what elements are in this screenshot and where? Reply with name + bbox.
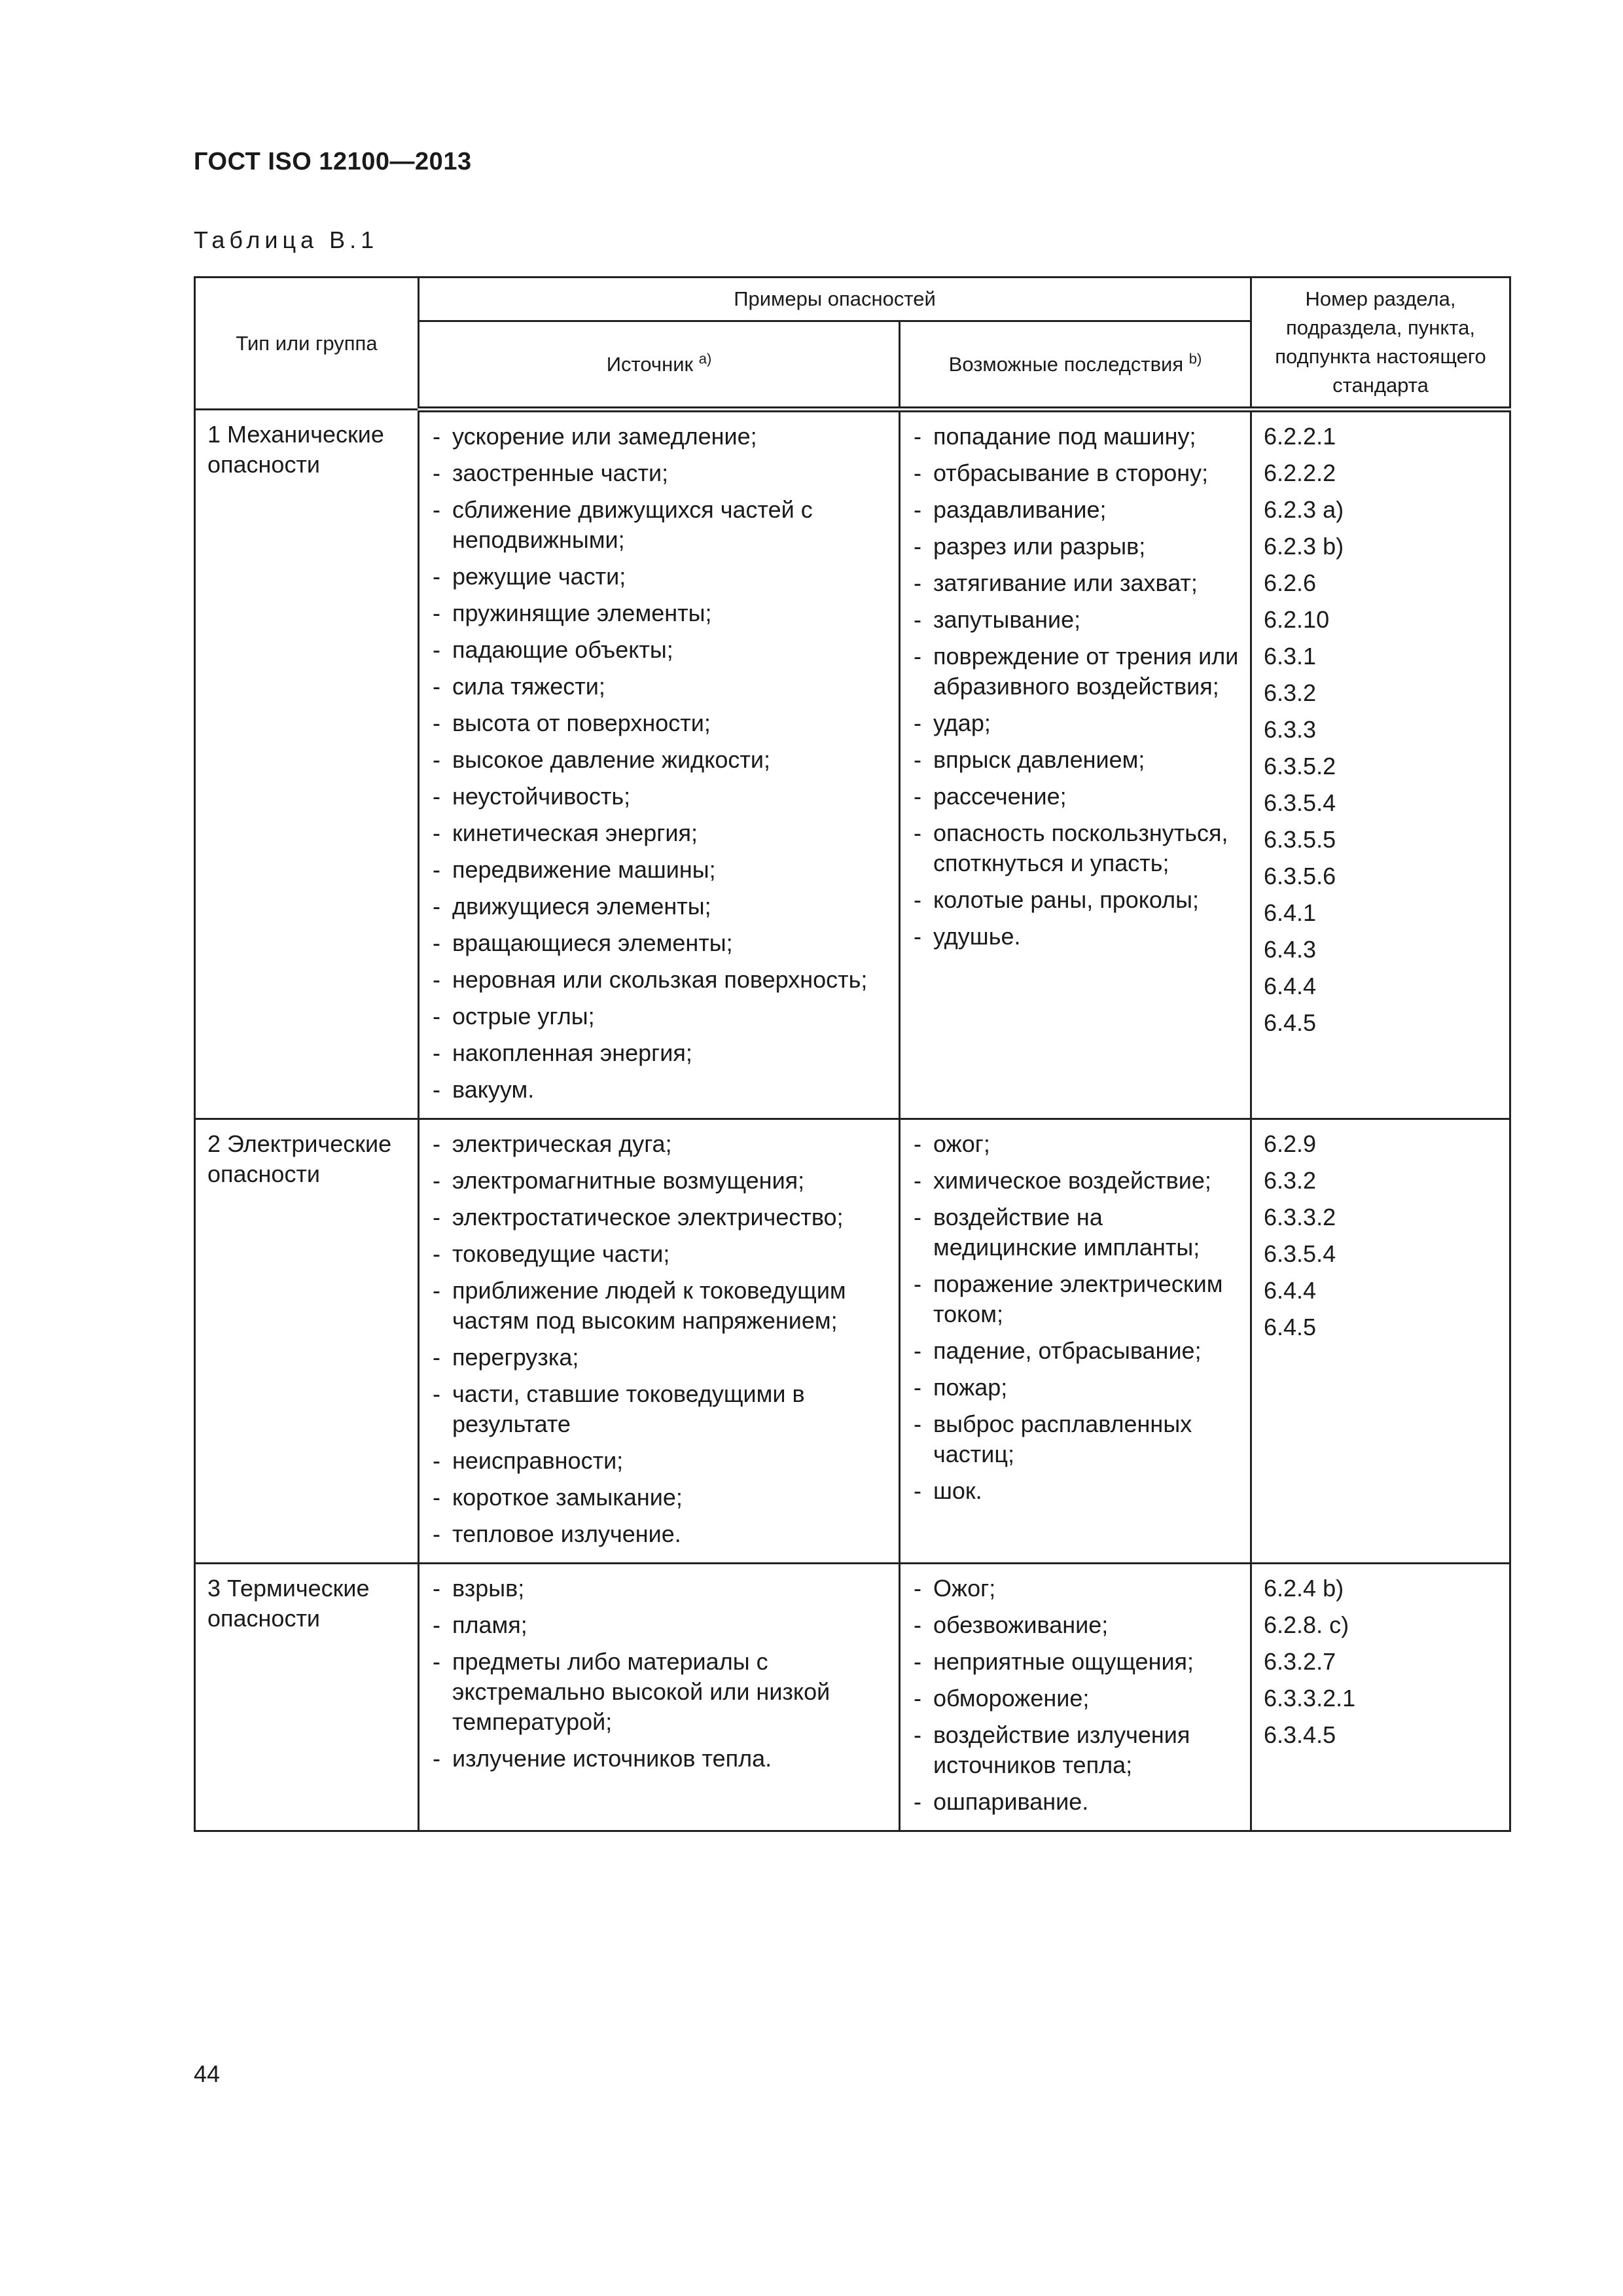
source-item: - предметы либо материалы с экстремально высокой или низкой температурой; — [431, 1647, 888, 1737]
table-caption: Таблица В.1 — [194, 226, 379, 253]
section-ref: 6.2.3 b) — [1264, 533, 1344, 560]
section-ref: 6.4.5 — [1264, 1009, 1317, 1036]
source-item: - излучение источников тепла. — [431, 1744, 888, 1774]
document-header: ГОСТ ISO 12100—2013 — [194, 148, 472, 175]
sources-cell — [419, 1119, 900, 1564]
consequence-item: - впрыск давлением; — [912, 745, 1240, 775]
source-item: - кинетическая энергия; — [431, 818, 888, 848]
table-row — [195, 410, 1510, 1119]
section-ref: 6.3.5.4 — [1264, 1240, 1336, 1267]
consequence-item: - шок. — [912, 1476, 1240, 1506]
sections-list — [1264, 1573, 1499, 1750]
header-consequences: Возможные последствия $^{b)}$ — [900, 321, 1251, 410]
consequence-item: - воздействие на медицинские импланты; — [912, 1202, 1240, 1263]
source-item: - сближение движущихся частей с неподвижными; — [431, 495, 888, 555]
section-ref: 6.3.5.2 — [1264, 753, 1336, 780]
consequence-item: - рассечение; — [912, 781, 1240, 812]
source-item: - пружинящие элементы; — [431, 598, 888, 628]
source-item: - пламя; — [431, 1610, 888, 1640]
consequence-item: - удар; — [912, 708, 1240, 738]
table-row — [195, 1564, 1510, 1831]
source-item: - неисправности; — [431, 1446, 888, 1476]
consequence-item: - поражение электрическим током; — [912, 1269, 1240, 1329]
source-item: - неустойчивость; — [431, 781, 888, 812]
sections-cell — [1251, 1119, 1510, 1564]
section-ref: 6.3.1 — [1264, 643, 1317, 670]
section-ref: 6.4.3 — [1264, 936, 1317, 963]
section-ref: 6.3.2 — [1264, 1167, 1317, 1194]
source-item: - высокое давление жидкости; — [431, 745, 888, 775]
consequences-list — [912, 422, 1240, 952]
section-ref: 6.3.3.2 — [1264, 1204, 1336, 1230]
source-item: - неровная или скользкая поверхность; — [431, 965, 888, 995]
footnote-b-marker: b) — [1188, 350, 1202, 367]
source-item: - электромагнитные возмущения; — [431, 1166, 888, 1196]
sections-cell — [1251, 410, 1510, 1119]
source-item: - электрическая дуга; — [431, 1129, 888, 1159]
source-item: - вращающиеся элементы; — [431, 928, 888, 958]
page-number: 44 — [194, 2060, 221, 2087]
section-ref: 6.3.5.4 — [1264, 789, 1336, 816]
section-ref: 6.2.6 — [1264, 569, 1317, 596]
hazard-type-cell: 2 Электрические опасности — [195, 1119, 419, 1564]
sections-cell — [1251, 1564, 1510, 1831]
source-item: - режущие части; — [431, 562, 888, 592]
consequence-item: - попадание под машину; — [912, 422, 1240, 452]
consequence-item: - Ожог; — [912, 1573, 1240, 1604]
hazards-table — [194, 276, 1511, 1832]
sections-list — [1264, 422, 1499, 1038]
sources-list — [431, 1573, 888, 1774]
consequence-item: - раздавливание; — [912, 495, 1240, 525]
consequence-item: - обморожение; — [912, 1683, 1240, 1713]
header-source: Источник $^{a)}$ — [419, 321, 900, 410]
hazard-type-cell: 3 Термические опасности — [195, 1564, 419, 1831]
section-ref: 6.2.10 — [1264, 606, 1330, 633]
consequences-cell — [900, 1119, 1251, 1564]
section-ref: 6.3.4.5 — [1264, 1721, 1336, 1748]
header-type-group: Тип или группа — [195, 278, 419, 410]
consequence-item: - ожог; — [912, 1129, 1240, 1159]
sources-list — [431, 1129, 888, 1549]
section-ref: 6.2.4 b) — [1264, 1575, 1344, 1602]
consequence-item: - падение, отбрасывание; — [912, 1336, 1240, 1366]
source-item: - тепловое излучение. — [431, 1519, 888, 1549]
source-item: - токоведущие части; — [431, 1239, 888, 1269]
source-item: - падающие объекты; — [431, 635, 888, 665]
consequence-item: - удушье. — [912, 922, 1240, 952]
source-item: - передвижение машины; — [431, 855, 888, 885]
source-item: - короткое замыкание; — [431, 1482, 888, 1513]
section-ref: 6.4.1 — [1264, 899, 1317, 926]
consequence-item: - воздействие излучения источников тепла; — [912, 1720, 1240, 1780]
footnote-a-marker: a) — [698, 350, 712, 367]
consequence-item: - разрез или разрыв; — [912, 531, 1240, 562]
section-ref: 6.2.8. c) — [1264, 1611, 1349, 1638]
source-item: - взрыв; — [431, 1573, 888, 1604]
sections-list — [1264, 1129, 1499, 1342]
consequence-item: - отбрасывание в сторону; — [912, 458, 1240, 488]
section-ref: 6.3.5.6 — [1264, 863, 1336, 889]
section-ref: 6.3.3 — [1264, 716, 1317, 743]
section-ref: 6.2.3 a) — [1264, 496, 1344, 523]
source-item: - части, ставшие токоведущими в результате — [431, 1379, 888, 1439]
section-ref: 6.4.4 — [1264, 1277, 1317, 1304]
sources-cell — [419, 410, 900, 1119]
consequence-item: - выброс расплавленных частиц; — [912, 1409, 1240, 1469]
section-ref: 6.4.4 — [1264, 973, 1317, 999]
source-item: - острые углы; — [431, 1001, 888, 1031]
consequence-item: - затягивание или захват; — [912, 568, 1240, 598]
source-item: - высота от поверхности; — [431, 708, 888, 738]
consequence-item: - запутывание; — [912, 605, 1240, 635]
source-item: - электростатическое электричество; — [431, 1202, 888, 1232]
section-ref: 6.2.2.2 — [1264, 459, 1336, 486]
consequences-cell — [900, 1564, 1251, 1831]
consequences-list — [912, 1573, 1240, 1817]
source-item: - перегрузка; — [431, 1342, 888, 1372]
source-item: - сила тяжести; — [431, 672, 888, 702]
section-ref: 6.2.9 — [1264, 1130, 1317, 1157]
consequences-list — [912, 1129, 1240, 1506]
source-item: - приближение людей к токоведущим частям под высоким напряжением; — [431, 1276, 888, 1336]
hazard-type-cell: 1 Механические опасности — [195, 410, 419, 1119]
consequence-item: - химическое воздействие; — [912, 1166, 1240, 1196]
table-row — [195, 1119, 1510, 1564]
consequence-item: - неприятные ощущения; — [912, 1647, 1240, 1677]
header-hazard-examples: Примеры опасностей — [419, 278, 1251, 321]
header-section-number: Номер раздела, подраздела, пункта, подпункта настоящего стандарта — [1251, 278, 1510, 410]
consequences-cell — [900, 410, 1251, 1119]
section-ref: 6.4.5 — [1264, 1314, 1317, 1340]
section-ref: 6.3.3.2.1 — [1264, 1685, 1356, 1712]
consequence-item: - ошпаривание. — [912, 1787, 1240, 1817]
consequence-item: - обезвоживание; — [912, 1610, 1240, 1640]
sources-list — [431, 422, 888, 1105]
consequence-item: - колотые раны, проколы; — [912, 885, 1240, 915]
consequence-item: - повреждение от трения или абразивного воздействия; — [912, 641, 1240, 702]
section-ref: 6.2.2.1 — [1264, 423, 1336, 450]
source-item: - накопленная энергия; — [431, 1038, 888, 1068]
source-item: - вакуум. — [431, 1075, 888, 1105]
consequence-item: - опасность поскользнуться, споткнуться и упасть; — [912, 818, 1240, 878]
source-item: - движущиеся элементы; — [431, 891, 888, 922]
section-ref: 6.3.2 — [1264, 679, 1317, 706]
section-ref: 6.3.2.7 — [1264, 1648, 1336, 1675]
consequence-item: - пожар; — [912, 1372, 1240, 1403]
source-item: - заостренные части; — [431, 458, 888, 488]
sources-cell — [419, 1564, 900, 1831]
source-item: - ускорение или замедление; — [431, 422, 888, 452]
section-ref: 6.3.5.5 — [1264, 826, 1336, 853]
